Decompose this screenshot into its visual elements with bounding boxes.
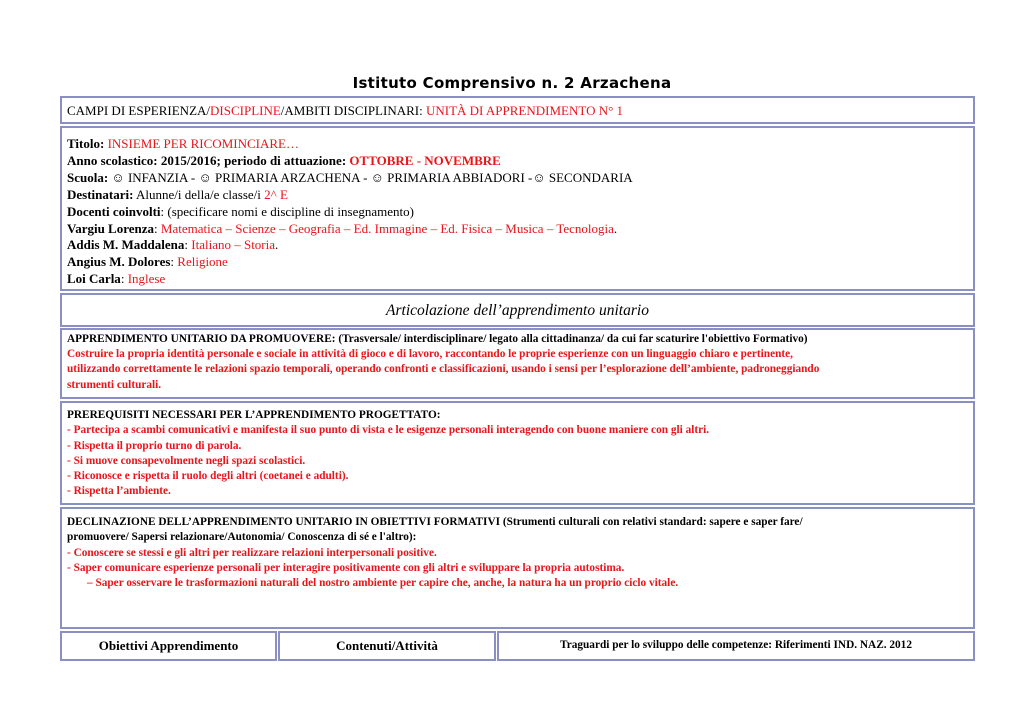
list-item: - Rispetta l’ambiente. xyxy=(67,485,171,498)
column-header-traguardi: Traguardi per lo sviluppo delle competenze: Riferimenti IND. NAZ. 2012 xyxy=(497,631,975,661)
apprendimento-heading: APPRENDIMENTO UNITARIO DA PROMUOVERE: (Trasversale/ interdisciplinare/ legato alla cittadinanza/ da cui far scaturire l'obiettivo Formativo) xyxy=(67,333,808,345)
class-value: 2^ E xyxy=(264,186,288,202)
scuola-value: ☺ INFANZIA - ☺ PRIMARIA ARZACHENA - ☺ PRIMARIA ABBIADORI -☺ SECONDARIA xyxy=(108,169,633,185)
teacher-line: Addis M. Maddalena: Italiano – Storia. xyxy=(67,237,279,253)
page-title: Istituto Comprensivo n. 2 Arzachena xyxy=(352,74,672,92)
declinazione-heading: DECLINAZIONE DELL’APPRENDIMENTO UNITARIO IN OBIETTIVI FORMATIVI (Strumenti culturali con relativi standard: sapere e saper fare/ xyxy=(67,516,803,528)
campi-row xyxy=(60,96,975,124)
list-item: - Partecipa a scambi comunicativi e manifesta il suo punto di vista e le esigenze personali interagendo con buone maniere con gli altri. xyxy=(67,424,710,437)
declinazione-box xyxy=(60,507,975,629)
apprendimento-text-line: utilizzando correttamente le relazioni spazio temporali, operando confronti e classificazioni, usando i sensi per l’esplorazione dell’ambiente, padroneggiando xyxy=(67,363,820,376)
unit-number: UNITÀ DI APPRENDIMENTO N° 1 xyxy=(425,103,624,118)
column-header-obiettivi: Obiettivi Apprendimento xyxy=(60,631,277,661)
docenti-line: Docenti coinvolti: (specificare nomi e discipline di insegnamento) xyxy=(67,203,414,219)
list-item: – Saper osservare le trasformazioni naturali del nostro ambiente per capire che, anche, la natura ha un proprio ciclo vitale. xyxy=(87,577,679,590)
anno-line: Anno scolastico: 2015/2016; periodo di attuazione: OTTOBRE - NOVEMBRE xyxy=(67,152,501,168)
list-item: - Si muove consapevolmente negli spazi scolastici. xyxy=(67,454,306,467)
campi-label-1: CAMPI DI ESPERIENZA/ xyxy=(67,103,211,118)
info-box xyxy=(60,126,975,291)
titolo-line: Titolo: INSIEME PER RICOMINCIARE… xyxy=(67,136,299,151)
periodo-value: OTTOBRE - NOVEMBRE xyxy=(349,152,501,168)
list-item: - Riconosce e rispetta il ruolo degli altri (coetanei e adulti). xyxy=(67,470,349,483)
campi-label-3: /AMBITI DISCIPLINARI: xyxy=(280,103,426,118)
apprendimento-text-line: Costruire la propria identità personale e sociale in attività di gioco e di lavoro, raccontando le proprie esperienze con un linguaggio chiaro e pertinente, xyxy=(67,348,793,361)
prerequisiti-box xyxy=(60,401,975,505)
campi-label-discipline: DISCIPLINE xyxy=(210,103,281,118)
list-item: - Saper comunicare esperienze personali per interagire positivamente con gli altri e sviluppare la propria autostima. xyxy=(67,561,625,574)
apprendimento-box xyxy=(60,328,975,399)
teacher-line: Vargiu Lorenza: Matematica – Scienze – Geografia – Ed. Immagine – Ed. Fisica – Musica – Tecnologia. xyxy=(67,220,618,236)
prerequisiti-heading: PREREQUISITI NECESSARI PER L’APPRENDIMENTO PROGETTATO: xyxy=(67,409,441,421)
titolo-value: INSIEME PER RICOMINCIARE… xyxy=(107,136,299,151)
teacher-line: Loi Carla: Inglese xyxy=(67,271,166,287)
apprendimento-text-line: strumenti culturali. xyxy=(67,378,162,391)
destinatari-line: Destinatari: Alunne/i della/e classe/i 2^ E xyxy=(67,186,288,202)
list-item: - Conoscere se stessi e gli altri per realizzare relazioni interpersonali positive. xyxy=(67,546,437,559)
scuola-line: Scuola: ☺ INFANZIA - ☺ PRIMARIA ARZACHENA - ☺ PRIMARIA ABBIADORI -☺ SECONDARIA xyxy=(67,169,633,185)
list-item: - Rispetta il proprio turno di parola. xyxy=(67,439,242,452)
teacher-line: Angius M. Dolores: Religione xyxy=(67,254,228,270)
column-header-contenuti: Contenuti/Attività xyxy=(278,631,496,661)
section-heading: Articolazione dell’apprendimento unitario xyxy=(60,293,975,327)
declinazione-heading-cont: promuovere/ Sapersi relazionare/Autonomia/ Conoscenza di sé e l'altro): xyxy=(67,531,417,544)
